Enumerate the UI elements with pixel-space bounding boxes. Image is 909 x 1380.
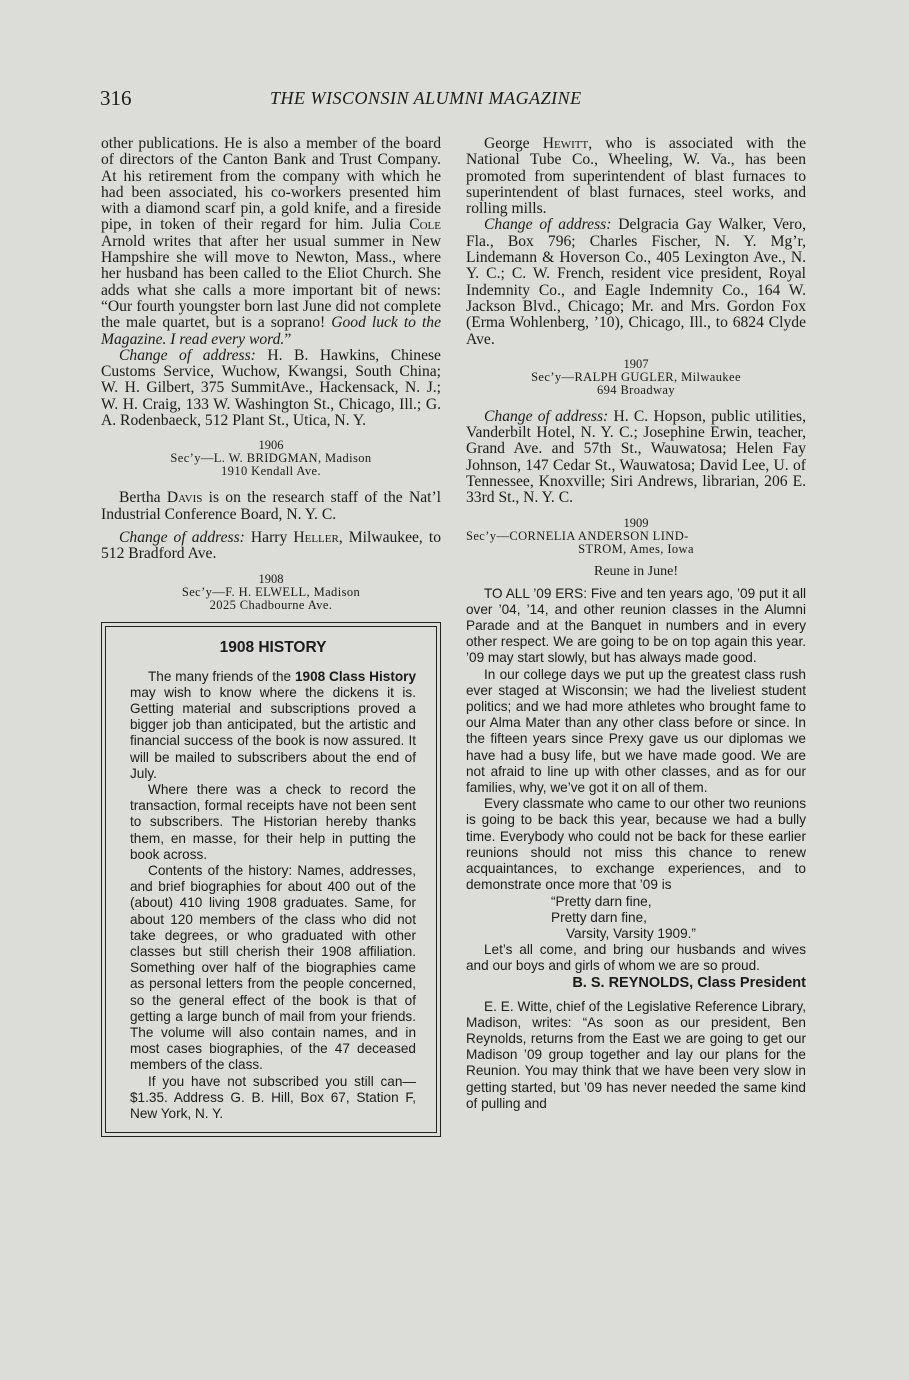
poem-line: Pretty darn fine,: [551, 909, 647, 925]
secretary-line: Sec’y—F. H. ELWELL, Madison: [181, 584, 361, 599]
address-change-paragraph: Change of address: Harry Heller, Milwaukee, to 512 Bradford Ave.: [101, 528, 441, 563]
poem-line: Varsity, Varsity 1909.”: [566, 925, 696, 941]
reunion-paragraph: In our college days we put up the greatest class rush ever staged at Wisconsin; we had the liveliest student politics; and we had more athletes who brought fame to our Alma Mater than any other class before or since. In the fifteen years since Prexy gave us our diplomas we have had a busy life, but we have made good. We are not afraid to line up with other classes, and as for our families, why, we’ve got it on all of them.: [466, 666, 806, 796]
class-year-1906: 1906: [258, 438, 284, 453]
reunion-paragraph: TO ALL ’09 ERS: Five and ten years ago, ’09 put it all over ’04, ’14, and other reunion classes in the Alumni Parade and at the Banquet in numbers and in every other respect. We are going to be on top again this year. ’09 may start slowly, but has always made good.: [466, 585, 806, 666]
reunion-heading: Reune in June!: [594, 563, 678, 579]
magazine-title: THE WISCONSIN ALUMNI MAGAZINE: [270, 88, 582, 108]
secretary-address: 1910 Kendall Ave.: [221, 464, 321, 479]
class-year-1907: 1907: [623, 356, 649, 371]
address-change-paragraph: Change of address: H. B. Hawkins, Chinese Customs Service, Wuchow, Kwangsi, South China; W. H. Gilbert, 375 SummitAve., Hackensack, N. J.; W. H. Craig, 133 W. Washington St., Chicago, Ill.; G. A. Rodenbaeck, 512 Plant St., Utica, N. Y.: [101, 346, 441, 430]
article-paragraph: other publications. He is also a member of the board of directors of the Canton Bank and Trust Company. At his retirement from the company with which he had been associated, his co-workers presented him with a diamond scarf pin, a gold knife, and a fireside pipe, in token of their regard for him. Julia Cole Arnold writes that after her usual summer in New Hampshire she will move to Newton, Mass., where her husband has been called to the Eliot Church. She adds what she calls a more important bit of news: “Our fourth youngster born last June did not complete the male quartet, but is a soprano! Good luck to the Magazine. I read every word.”: [101, 135, 442, 348]
running-header: [100, 86, 810, 116]
box-paragraph: If you have not subscribed you still can—$1.35. Address G. B. Hill, Box 67, Station F, New York, N. Y.: [130, 1073, 416, 1122]
secretary-address: 2025 Chadbourne Ave.: [209, 597, 333, 612]
article-paragraph: E. E. Witte, chief of the Legislative Reference Library, Madison, writes: “As soon as our president, Ben Reynolds, returns from the East we are going to get our Madison ’09 group together and lay our plans for the Reunion. You may think that we have been very slow in getting started, but ’09 has never needed the same kind of pulling and: [466, 998, 806, 1111]
class-year-1909: 1909: [623, 515, 649, 530]
article-paragraph: Bertha Davis is on the research staff of the Nat’l Industrial Conference Board, N. Y. C.: [101, 489, 441, 523]
signature: B. S. REYNOLDS, Class President: [572, 974, 806, 991]
secretary-line: Sec’y—L. W. BRIDGMAN, Madison: [170, 451, 372, 466]
address-change-paragraph: Change of address: Delgracia Gay Walker, Vero, Fla., Box 796; Charles Fischer, N. Y. Mg’r, Lindemann & Hoverson Co., 405 Lexington Ave., N. Y. C.; C. W. French, resident vice president, Royal Indemnity Co., and Eagle Indemnity Co., 164 W. Jackson Blvd., Chicago; Mr. and Mrs. Gordon Fox (Erma Wohlenberg, ’10), Chicago, Ill., to 6824 Clyde Ave.: [466, 216, 806, 348]
box-title: 1908 HISTORY: [219, 638, 327, 656]
page-number: 316: [100, 86, 132, 110]
history-notice-box: [101, 622, 441, 1138]
secretary-address: 694 Broadway: [596, 382, 676, 397]
secretary-line: Sec’y—RALPH GUGLER, Milwaukee: [531, 369, 741, 384]
class-year-1908: 1908: [258, 571, 284, 586]
article-paragraph: George Hewitt, who is associated with the National Tube Co., Wheeling, W. Va., has been promoted from superintendent of blast furnaces to superintendent of blast furnaces, steel works, and rolling mills.: [466, 135, 806, 218]
poem-line: “Pretty darn fine,: [551, 893, 652, 909]
right-column: [466, 136, 806, 1112]
box-paragraph: The many friends of the 1908 Class History may wish to know where the dickens it is. Getting material and subscriptions proved a bigger job than anticipated, but the artistic and financial success of the book is now assured. It will be mailed to subscribers about the end of July.: [130, 668, 416, 781]
left-column: [101, 136, 441, 1137]
secretary-line: Sec’y—CORNELIA ANDERSON LIND-: [466, 528, 689, 543]
reunion-paragraph: Let’s all come, and bring our husbands and wives and our boys and girls of whom we are so proud.: [466, 942, 806, 974]
box-paragraph: Contents of the history: Names, addresses, and brief biographies for about 400 out of the (about) 410 living 1908 graduates. Same, for about 120 members of the class who did not take degrees, or who graduated with other classes but still cherish their 1908 affiliation. Something over half of the biographies came as personal letters from the people concerned, so the general effect of the book is that of getting a large bunch of mail from your friends. The volume will also contain names, and in most cases biographies, of the 47 deceased members of the class.: [130, 862, 416, 1073]
reunion-paragraph: Every classmate who came to our other two reunions is going to be back this year, because we had a bully time. Everybody who could not be back for these earlier reunions should not miss this chance to renew acquaintances, to exchange experiences, and to demonstrate once more that ’09 is: [466, 796, 806, 893]
box-paragraph: Where there was a check to record the transaction, formal receipts have not been sent to subscribers. The Historian hereby thanks them, en masse, for their help in putting the book across.: [130, 781, 416, 862]
secretary-address: STROM, Ames, Iowa: [578, 541, 694, 556]
address-change-paragraph: Change of address: H. C. Hopson, public utilities, Vanderbilt Hotel, N. Y. C.; Josephine Erwin, teacher, Grand Ave. and 57th St., Wauwatosa; Helen Fay Johnson, 147 Cedar St., Wauwatosa; David Lee, U. of Tennessee, Knoxville; Siri Andrews, librarian, 206 E. 33rd St., N. Y. C.: [466, 407, 806, 507]
